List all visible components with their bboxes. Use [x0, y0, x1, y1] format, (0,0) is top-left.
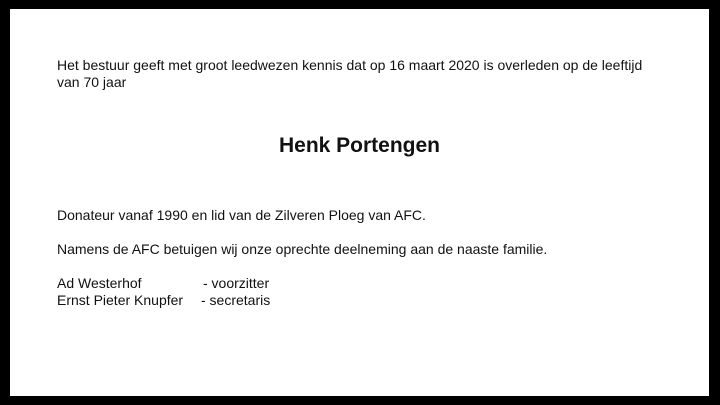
condolence-paragraph: Namens de AFC betuigen wij onze oprechte deelneming aan de naaste familie.: [57, 241, 548, 257]
deceased-name: Henk Portengen: [278, 134, 441, 157]
signatory-role: - secretaris: [201, 292, 271, 308]
signatory-name: Ad Westerhof: [57, 275, 142, 291]
signatory-name: Ernst Pieter Knupfer: [57, 292, 184, 308]
signatory-role: - voorzitter: [203, 275, 270, 291]
membership-paragraph: Donateur vanaf 1990 en lid van de Zilveren Ploeg van AFC.: [57, 207, 426, 223]
notice-intro: Het bestuur geeft met groot leedwezen kennis dat op 16 maart 2020 is overleden op de leeftijd van 70 jaar: [57, 57, 643, 90]
notice-card: [10, 9, 709, 396]
